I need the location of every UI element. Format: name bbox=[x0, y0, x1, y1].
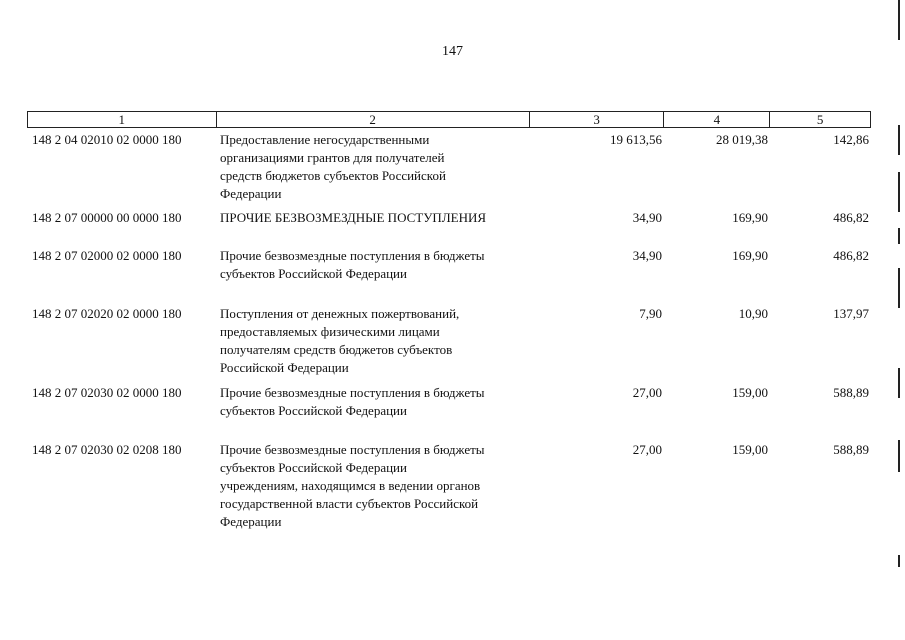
value-col3: 34,90 bbox=[632, 210, 662, 225]
value-col3: 34,90 bbox=[632, 248, 662, 263]
value-col3: 27,00 bbox=[632, 442, 662, 457]
income-name bbox=[220, 384, 532, 420]
edge-mark bbox=[898, 228, 900, 244]
value-col3: 27,00 bbox=[632, 385, 662, 400]
income-name-line: государственной власти субъектов Российской bbox=[220, 496, 479, 511]
income-name bbox=[220, 305, 532, 377]
income-name bbox=[220, 441, 532, 531]
edge-mark bbox=[898, 440, 900, 472]
income-name-line: организациями грантов для получателей bbox=[220, 150, 445, 165]
budget-code: 148 2 07 02030 02 0208 180 bbox=[32, 442, 182, 457]
income-name bbox=[220, 247, 532, 283]
income-name-line: Предоставление негосударственными bbox=[220, 132, 430, 147]
income-name-line: Поступления от денежных пожертвований, bbox=[220, 306, 460, 321]
income-name-line: Прочие безвозмездные поступления в бюджеты bbox=[220, 248, 485, 263]
income-name-line: учреждениям, находящимся в ведении органов bbox=[220, 478, 481, 493]
edge-mark bbox=[898, 125, 900, 155]
income-name-line: Прочие безвозмездные поступления в бюджеты bbox=[220, 442, 485, 457]
income-name-line: Федерации bbox=[220, 514, 282, 529]
budget-code: 148 2 07 00000 00 0000 180 bbox=[32, 210, 182, 225]
value-col5: 486,82 bbox=[833, 248, 869, 263]
edge-mark bbox=[898, 368, 900, 398]
column-header: 4 bbox=[664, 112, 770, 127]
income-name-line: Российской Федерации bbox=[220, 360, 349, 375]
budget-code: 148 2 04 02010 02 0000 180 bbox=[32, 132, 182, 147]
value-col3: 7,90 bbox=[639, 306, 662, 321]
value-col4: 169,90 bbox=[732, 248, 768, 263]
column-header: 3 bbox=[530, 112, 665, 127]
income-name-line: субъектов Российской Федерации bbox=[220, 460, 407, 475]
income-name bbox=[220, 131, 532, 203]
edge-mark bbox=[898, 555, 900, 567]
column-header: 5 bbox=[816, 112, 824, 127]
edge-mark bbox=[898, 172, 900, 212]
page-number: 147 bbox=[442, 44, 463, 59]
value-col5: 137,97 bbox=[833, 306, 869, 321]
value-col4: 10,90 bbox=[738, 306, 768, 321]
budget-code: 148 2 07 02020 02 0000 180 bbox=[32, 306, 182, 321]
income-name-line: Федерации bbox=[220, 186, 282, 201]
table-header bbox=[27, 111, 871, 128]
value-col4: 169,90 bbox=[732, 210, 768, 225]
value-col4: 159,00 bbox=[732, 442, 768, 457]
value-col5: 486,82 bbox=[833, 210, 869, 225]
value-col5: 588,89 bbox=[833, 385, 869, 400]
value-col4: 159,00 bbox=[732, 385, 768, 400]
value-col5: 142,86 bbox=[833, 132, 869, 147]
income-name-line: субъектов Российской Федерации bbox=[220, 266, 407, 281]
budget-code: 148 2 07 02030 02 0000 180 bbox=[32, 385, 182, 400]
income-name bbox=[220, 209, 532, 227]
income-name-line: предоставляемых физическими лицами bbox=[220, 324, 440, 339]
value-col5: 588,89 bbox=[833, 442, 869, 457]
value-col4: 28 019,38 bbox=[716, 132, 768, 147]
edge-mark bbox=[898, 0, 900, 40]
income-name-line: ПРОЧИЕ БЕЗВОЗМЕЗДНЫЕ ПОСТУПЛЕНИЯ bbox=[220, 210, 487, 225]
income-name-line: субъектов Российской Федерации bbox=[220, 403, 407, 418]
value-col3: 19 613,56 bbox=[610, 132, 662, 147]
income-name-line: получателям средств бюджетов субъектов bbox=[220, 342, 453, 357]
income-name-line: Прочие безвозмездные поступления в бюджеты bbox=[220, 385, 485, 400]
income-name-line: средств бюджетов субъектов Российской bbox=[220, 168, 446, 183]
column-header: 2 bbox=[217, 112, 530, 127]
edge-mark bbox=[898, 268, 900, 308]
column-header: 1 bbox=[28, 112, 217, 127]
budget-code: 148 2 07 02000 02 0000 180 bbox=[32, 248, 182, 263]
